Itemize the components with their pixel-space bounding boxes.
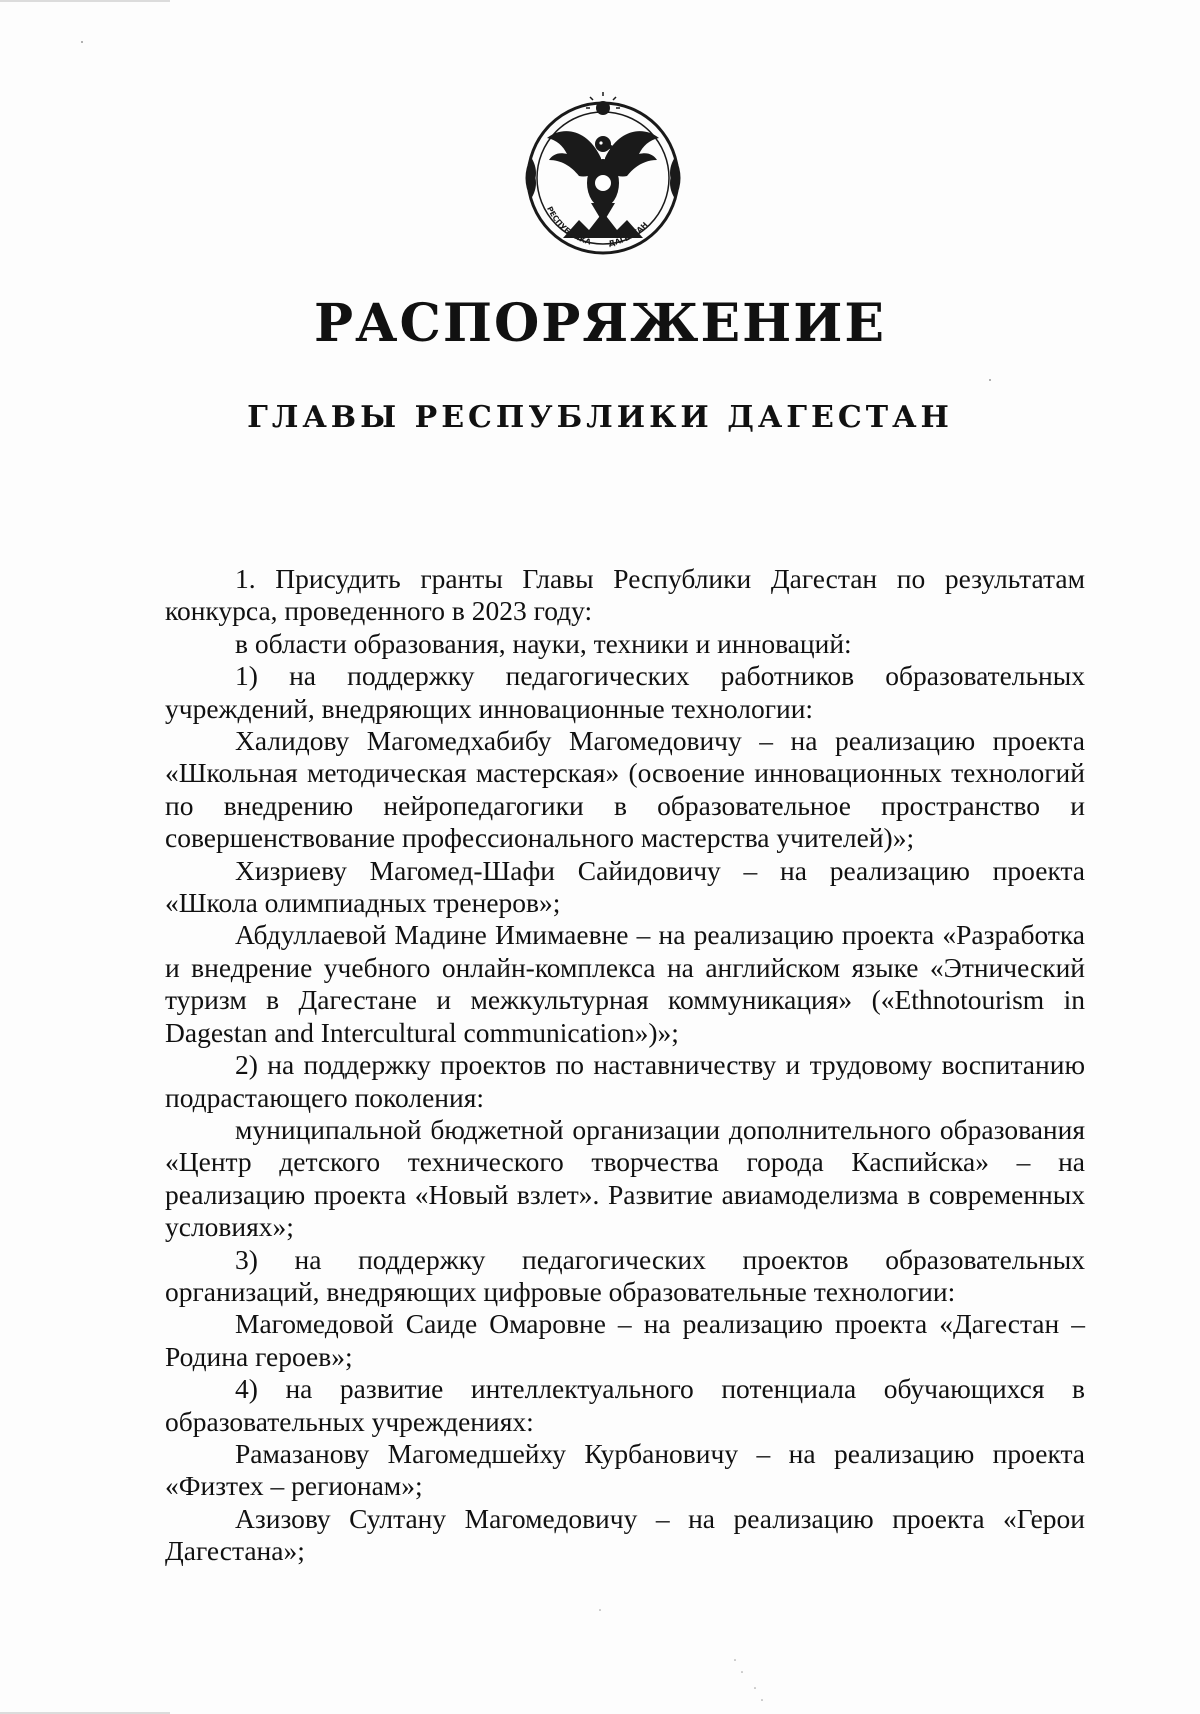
dagestan-coat-of-arms-emblem [517,88,690,268]
paragraph-grantee: Азизову Султану Магомедовичу – на реализацию проекта «Герои Дагестана»; [165,1502,1085,1567]
paragraph-subitem-4: 4) на развитие интеллектуального потенциала обучающихся в образовательных учреждениях: [165,1373,1085,1437]
svg-text:РЕСПУБЛИКА [545,205,592,247]
paragraph-education-area: в области образования, науки, техники и инноваций: [235,627,852,659]
paragraph-subitem-2: 2) на поддержку проектов по наставничеству и трудовому воспитанию подрастающего поколения: [165,1049,1085,1113]
document-subtitle: ГЛАВЫ РЕСПУБЛИКИ ДАГЕСТАН [247,400,953,435]
emblem-left-text: РЕСПУБЛИКА [545,204,593,247]
paragraph-grantee: Рамазанову Магомедшейху Курбановичу – на реализацию проекта «Физтех – регионам»; [165,1437,1085,1502]
emblem-right-text: ДАГЕСТАН [607,220,650,249]
paragraph-grantee: Халидову Магомедхабибу Магомедовичу – на реализацию проекта «Школьная методическая мастерская» (освоение инновационных технологий по внедрению нейропедагогики в образовательное пространство и совершенствование профессионального мастерства учителей)»; [165,725,1085,854]
paragraph-grantee: Магомедовой Саиде Омаровне – на реализацию проекта «Дагестан – Родина героев»; [165,1308,1085,1372]
paragraph-item-1: 1. Присудить гранты Главы Республики Дагестан по результатам конкурса, проведенного в 2023 году: [165,563,1085,627]
paragraph-subitem-3: 3) на поддержку педагогических проектов образовательных организаций, внедряющих цифровые образовательные технологии: [165,1243,1085,1307]
paragraph-grantee: муниципальной бюджетной организации дополнительного образования «Центр детского технического творчества города Каспийска» – на реализацию проекта «Новый взлет». Развитие авиамоделизма в современных условиях»; [165,1113,1085,1243]
document-body [165,563,1085,1568]
paragraph-subitem-1: 1) на поддержку педагогических работников образовательных учреждений, внедряющих инновационные технологии: [165,660,1085,724]
paragraph-grantee: Абдуллаевой Мадине Имимаевне – на реализацию проекта «Разработка и внедрение учебного онлайн-комплекса на английском языке «Этнический туризм в Дагестане и межкультурная коммуникация» («Ethnotourism in Dagestan and Intercultural communication»)»; [165,919,1085,1048]
document-title: РАСПОРЯЖЕНИЕ [314,293,886,354]
paragraph-grantee: Хизриеву Магомед-Шафи Сайидовичу – на реализацию проекта «Школа олимпиадных тренеров»; [165,854,1085,919]
